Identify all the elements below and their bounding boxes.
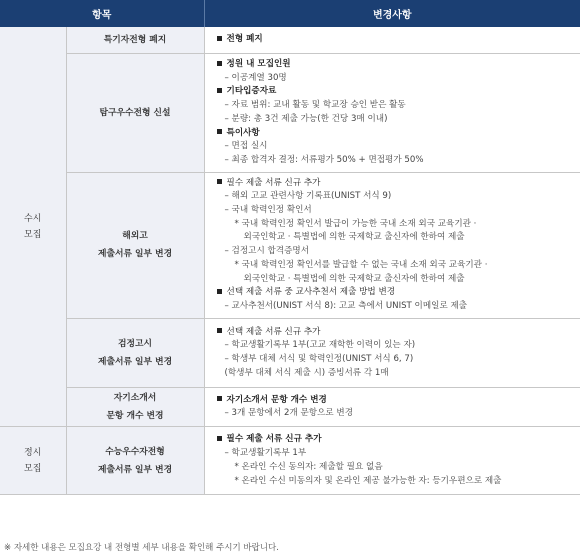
change-cell: 선택 제출 서류 신규 추가 – 학교생활기록부 1부(고교 재학한 이력이 있는 자) – 학생부 대체 서식 및 학력인정(UNIST 서식 6, 7) (학생부 대체 서식 제출 시) 증빙서류 각 1매 — [204, 318, 580, 388]
change-cell: 전형 폐지 — [204, 27, 580, 54]
header-item: 항목 — [0, 0, 204, 27]
table-row — [0, 388, 580, 427]
table-row — [0, 54, 580, 173]
table-row — [0, 427, 580, 495]
table-row — [0, 27, 580, 54]
table-header — [0, 0, 580, 27]
change-cell: 자기소개서 문항 개수 변경 – 3개 문항에서 2개 문항으로 변경 — [204, 388, 580, 427]
item-cell: 해외고 제출서류 일부 변경 — [66, 172, 204, 318]
footnote: ※ 자세한 내용은 모집요강 내 전형별 세부 내용을 확인해 주시기 바랍니다. — [4, 543, 279, 553]
change-cell: 정원 내 모집인원 – 이공계열 30명 기타입증자료 – 자료 범위: 교내 활동 및 학교장 승인 받은 활동 – 분량: 총 3건 제출 가능(한 건당 3매 이내) 특이사항 – 면접 실시 – 최종 합격자 결정: 서류평가 50% + 면접평가 50% — [204, 54, 580, 173]
group-susi: 수시 모집 — [0, 27, 66, 427]
change-cell: 필수 제출 서류 신규 추가 – 해외 고교 관련사항 기록표(UNIST 서식 9) – 국내 학력인정 확인서 * 국내 학력인정 확인서 발급이 가능한 국내 소재 외국 교육기관 · 외국인학교 · 특별법에 의한 국제학교 출신자에 한하여 제출 – 검정고시 합격증명서 * 국내 학력인정 확인서를 발급할 수 없는 국내 소재 외국 교육기관 · 외국인학교 · 특별법에 의한 국제학교 출신자에 한하여 제출 선택 제출 서류 중 교사추천서 제출 방법 변경 – 교사추천서(UNIST 서식 8): 고교 측에서 UNIST 이메일로 제출 — [204, 172, 580, 318]
header-changes: 변경사항 — [204, 0, 580, 27]
item-cell: 수능우수자전형 제출서류 일부 변경 — [66, 427, 204, 495]
item-cell: 탐구우수전형 신설 — [66, 54, 204, 173]
table-row — [0, 172, 580, 318]
table-row — [0, 318, 580, 388]
item-cell: 자기소개서 문항 개수 변경 — [66, 388, 204, 427]
group-jeongsi: 정시 모집 — [0, 427, 66, 495]
item-cell: 검정고시 제출서류 일부 변경 — [66, 318, 204, 388]
change-cell: 필수 제출 서류 신규 추가 – 학교생활기록부 1부 * 온라인 수신 동의자: 제출할 필요 없음 * 온라인 수신 미동의자 및 온라인 제공 불가능한 자: 등기우편으로 제출 — [204, 427, 580, 495]
item-cell: 특기자전형 폐지 — [66, 27, 204, 54]
